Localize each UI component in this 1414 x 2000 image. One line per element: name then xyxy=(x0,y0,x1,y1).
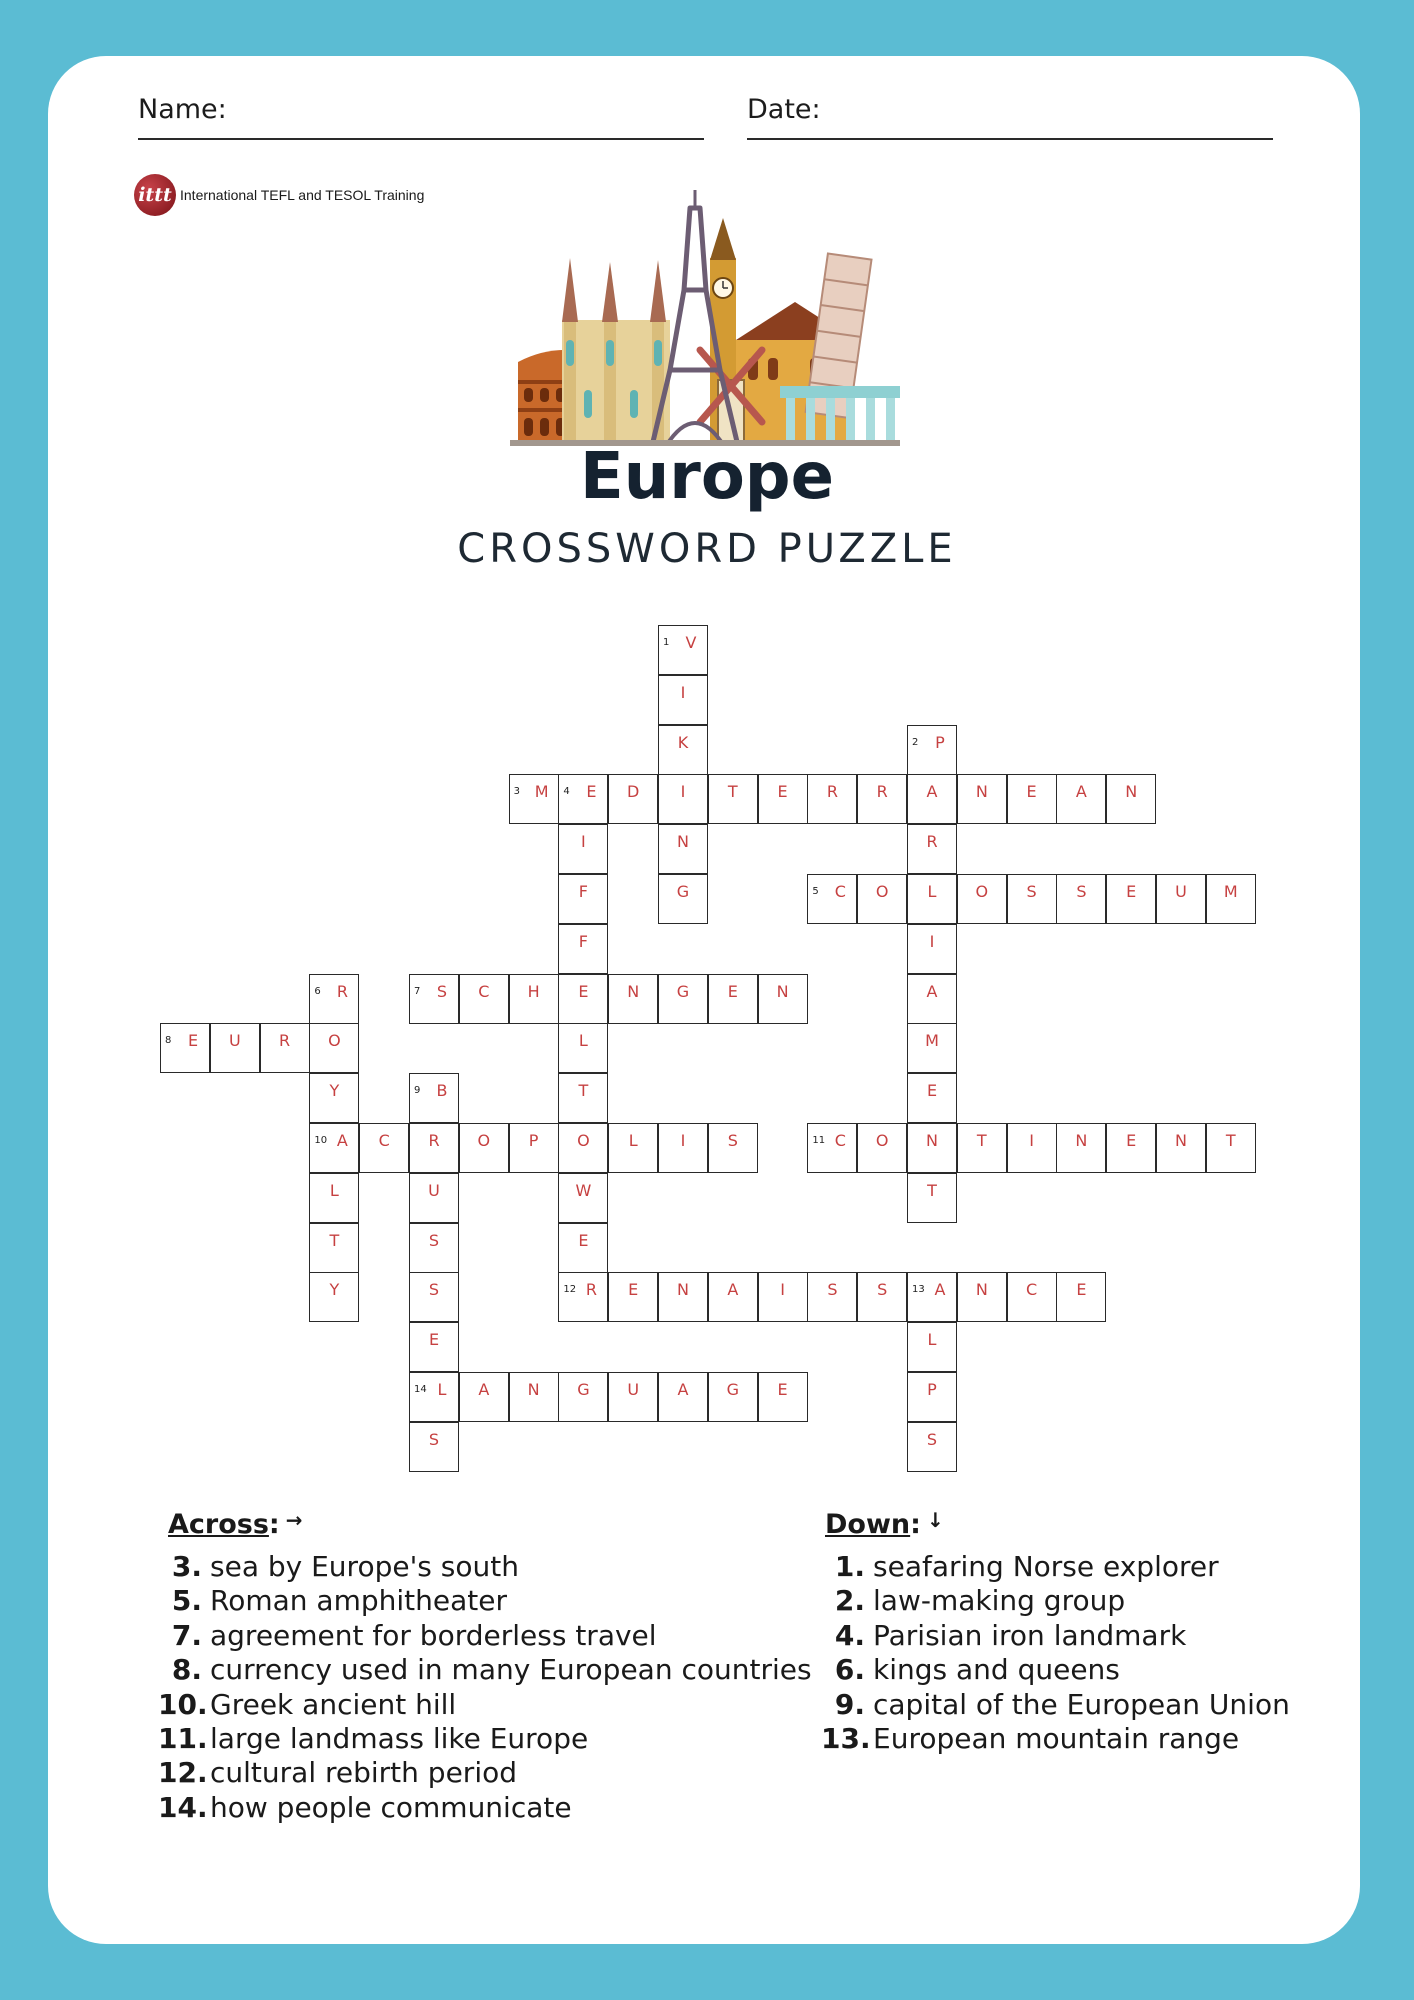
crossword-cell[interactable] xyxy=(608,974,658,1024)
cell-letter: R xyxy=(279,1031,291,1051)
crossword-cell[interactable] xyxy=(558,774,608,824)
crossword-cell[interactable] xyxy=(558,874,608,924)
crossword-cell[interactable] xyxy=(807,1272,857,1322)
cell-letter: S xyxy=(428,1429,440,1449)
crossword-cell[interactable] xyxy=(708,974,758,1024)
clue-number: 5. xyxy=(171,1584,202,1618)
clue-text: seafaring Norse explorer xyxy=(873,1550,1219,1583)
cell-letter: T xyxy=(329,1230,340,1250)
cell-letter: N xyxy=(975,782,988,802)
crossword-cell[interactable] xyxy=(409,1272,459,1322)
across-heading xyxy=(168,1508,812,1540)
crossword-cell[interactable] xyxy=(1056,874,1106,924)
crossword-cell[interactable] xyxy=(409,1173,459,1223)
crossword-cell[interactable] xyxy=(907,1422,957,1472)
ittt-logo xyxy=(134,174,424,216)
crossword-cell[interactable] xyxy=(807,1123,857,1173)
cell-letter: L xyxy=(329,1180,339,1200)
clue-number: 1. xyxy=(834,1550,865,1583)
crossword-cell[interactable] xyxy=(907,1272,957,1322)
clue-number-label: 4 xyxy=(563,786,570,798)
cell-letter: T xyxy=(976,1131,987,1150)
down-label: Down xyxy=(825,1509,911,1540)
crossword-cell[interactable] xyxy=(658,774,708,824)
cell-letter: T xyxy=(1225,1131,1236,1150)
cell-letter: O xyxy=(875,882,889,901)
crossword-cell[interactable] xyxy=(309,1023,359,1073)
cell-letter: U xyxy=(428,1180,440,1200)
crossword-cell[interactable] xyxy=(509,974,559,1024)
across-label: Across xyxy=(168,1509,269,1540)
cell-letter: L xyxy=(927,882,937,901)
crossword-cell[interactable] xyxy=(309,1073,359,1123)
across-clue-8 xyxy=(158,1653,812,1687)
crossword-cell[interactable] xyxy=(558,1023,608,1073)
crossword-cell[interactable] xyxy=(907,874,957,924)
clue-text: Greek ancient hill xyxy=(210,1687,457,1721)
crossword-cell[interactable] xyxy=(558,974,608,1024)
cell-letter: S xyxy=(827,1280,838,1300)
cell-letter: S xyxy=(727,1131,738,1150)
crossword-cell[interactable] xyxy=(907,974,957,1024)
cell-letter: E xyxy=(578,981,589,1001)
cell-letter: I xyxy=(680,1131,686,1150)
crossword-cell[interactable] xyxy=(558,824,608,874)
cell-letter: I xyxy=(1029,1131,1034,1150)
crossword-cell[interactable] xyxy=(309,1223,359,1273)
cell-letter: V xyxy=(685,633,697,652)
clue-text: law-making group xyxy=(873,1584,1126,1618)
cell-letter: R xyxy=(428,1131,440,1150)
cell-letter: N xyxy=(527,1380,540,1399)
cell-letter: S xyxy=(1026,882,1037,901)
crossword-cell[interactable] xyxy=(758,974,808,1024)
clue-text: cultural rebirth period xyxy=(210,1756,518,1790)
crossword-cell[interactable] xyxy=(409,1073,459,1123)
clue-text: kings and queens xyxy=(873,1653,1120,1687)
cell-letter: D xyxy=(627,782,640,802)
cell-letter: S xyxy=(436,981,448,1001)
crossword-cell[interactable] xyxy=(708,1372,758,1422)
crossword-cell[interactable] xyxy=(658,675,708,725)
cell-letter: A xyxy=(926,981,938,1001)
cell-letter: O xyxy=(328,1031,341,1051)
crossword-cell[interactable] xyxy=(1007,1272,1057,1322)
crossword-cell[interactable] xyxy=(459,1372,509,1422)
down-clue-2 xyxy=(821,1584,1290,1618)
cell-letter: C xyxy=(834,1131,846,1150)
crossword-cell[interactable] xyxy=(658,874,708,924)
clue-number-label: 8 xyxy=(165,1035,172,1047)
cell-letter: R xyxy=(585,1280,597,1300)
cell-letter: A xyxy=(926,782,938,802)
cell-letter: E xyxy=(628,1280,639,1300)
clue-number-label: 11 xyxy=(812,1135,826,1146)
crossword-cell[interactable] xyxy=(459,974,509,1024)
cell-letter: H xyxy=(527,981,540,1001)
cell-letter: N xyxy=(627,981,640,1001)
down-clue-9 xyxy=(821,1688,1290,1722)
crossword-cell[interactable] xyxy=(857,874,907,924)
across-clue-3 xyxy=(158,1550,812,1584)
cell-letter: A xyxy=(478,1380,490,1399)
clue-text: sea by Europe's south xyxy=(210,1550,519,1583)
cell-letter: T xyxy=(578,1081,589,1101)
cell-letter: G xyxy=(676,882,690,901)
crossword-cell[interactable] xyxy=(957,1272,1007,1322)
across-clue-7 xyxy=(158,1619,812,1653)
crossword-cell[interactable] xyxy=(558,1372,608,1422)
crossword-cell[interactable] xyxy=(907,1023,957,1073)
cell-letter: G xyxy=(676,981,690,1001)
cell-letter: T xyxy=(727,782,738,802)
crossword-cell[interactable] xyxy=(1156,1123,1206,1173)
page-subtitle: CROSSWORD PUZZLE xyxy=(457,526,957,572)
cell-letter: E xyxy=(578,1230,589,1250)
crossword-cell[interactable] xyxy=(957,1123,1007,1173)
cell-letter: E xyxy=(777,782,788,802)
name-label: Name: xyxy=(138,94,227,125)
crossword-cell[interactable] xyxy=(359,1123,409,1173)
across-clues xyxy=(158,1508,812,1825)
crossword-cell[interactable] xyxy=(807,874,857,924)
crossword-cell[interactable] xyxy=(658,725,708,775)
clue-number-label: 14 xyxy=(414,1384,427,1395)
clue-number-label: 3 xyxy=(513,786,520,798)
crossword-cell[interactable] xyxy=(608,1272,658,1322)
cell-letter: S xyxy=(428,1230,440,1250)
cell-letter: N xyxy=(926,1131,938,1150)
clue-number: 9. xyxy=(834,1687,865,1721)
cell-letter: L xyxy=(628,1131,638,1150)
crossword-cell[interactable] xyxy=(558,1272,608,1322)
crossword-cell[interactable] xyxy=(1106,1123,1156,1173)
clue-number: 4. xyxy=(834,1618,865,1652)
cell-letter: F xyxy=(578,882,588,901)
down-colon: : xyxy=(910,1509,921,1540)
cell-letter: I xyxy=(680,682,686,702)
cell-letter: W xyxy=(575,1180,592,1200)
down-clue-13 xyxy=(821,1722,1290,1756)
crossword-cell[interactable] xyxy=(309,1123,359,1173)
crossword-cell[interactable] xyxy=(907,824,957,874)
cell-letter: S xyxy=(926,1429,938,1449)
cell-letter: U xyxy=(1175,882,1187,901)
clue-number: 7. xyxy=(171,1618,202,1652)
crossword-cell[interactable] xyxy=(1106,774,1156,824)
crossword-cell[interactable] xyxy=(758,1272,808,1322)
cell-letter: E xyxy=(1126,882,1137,901)
down-clue-list xyxy=(821,1550,1290,1756)
cell-letter: B xyxy=(436,1081,448,1101)
cell-letter: C xyxy=(1026,1280,1038,1300)
crossword-cell[interactable] xyxy=(758,774,808,824)
cell-letter: N xyxy=(1175,1131,1187,1150)
across-clue-10 xyxy=(158,1688,812,1722)
clue-number-label: 12 xyxy=(563,1284,577,1296)
cell-letter: T xyxy=(927,1180,937,1200)
crossword-cell[interactable] xyxy=(857,774,907,824)
cell-letter: U xyxy=(627,1380,640,1399)
across-clue-14 xyxy=(158,1791,812,1825)
clue-number: 2. xyxy=(834,1584,865,1618)
cell-letter: A xyxy=(727,1280,739,1300)
crossword-cell[interactable] xyxy=(957,774,1007,824)
clue-number: 14. xyxy=(158,1790,208,1824)
crossword-cell[interactable] xyxy=(1056,1272,1106,1322)
crossword-cell[interactable] xyxy=(409,1322,459,1372)
crossword-cell[interactable] xyxy=(907,1073,957,1123)
crossword-cell[interactable] xyxy=(708,774,758,824)
clue-number-label: 1 xyxy=(663,637,670,648)
cell-letter: N xyxy=(1075,1131,1088,1150)
cell-letter: E xyxy=(187,1031,199,1051)
crossword-cell[interactable] xyxy=(708,1123,758,1173)
clue-number-label: 5 xyxy=(812,886,819,897)
crossword-cell[interactable] xyxy=(658,974,708,1024)
crossword-cell[interactable] xyxy=(1056,1123,1106,1173)
cell-letter: S xyxy=(1076,882,1087,901)
cell-letter: C xyxy=(378,1131,390,1150)
cell-letter: O xyxy=(577,1131,590,1150)
cell-letter: C xyxy=(834,882,846,901)
crossword-cell[interactable] xyxy=(907,924,957,974)
name-field[interactable] xyxy=(138,138,704,140)
arrow-right-icon: → xyxy=(285,1508,303,1532)
across-clue-12 xyxy=(158,1756,812,1790)
cell-letter: A xyxy=(934,1280,946,1300)
crossword-cell[interactable] xyxy=(210,1023,260,1073)
crossword-cell[interactable] xyxy=(260,1023,310,1073)
clue-number-label: 10 xyxy=(314,1135,328,1146)
clue-number: 13. xyxy=(821,1722,871,1756)
clue-number-label: 13 xyxy=(912,1284,925,1296)
across-colon: : xyxy=(268,1509,280,1540)
crossword-cell[interactable] xyxy=(309,974,359,1024)
cell-letter: O xyxy=(875,1131,889,1150)
clue-number: 12. xyxy=(158,1756,208,1790)
crossword-cell[interactable] xyxy=(509,1123,559,1173)
clue-number-label: 6 xyxy=(314,985,321,997)
crossword-cell[interactable] xyxy=(807,774,857,824)
down-clue-6 xyxy=(821,1653,1290,1687)
crossword-cell[interactable] xyxy=(509,1372,559,1422)
ittt-logo-text: International TEFL and TESOL Training xyxy=(180,187,425,203)
clue-text: large landmass like Europe xyxy=(210,1722,589,1756)
cell-letter: I xyxy=(680,782,686,802)
crossword-cell[interactable] xyxy=(608,774,658,824)
crossword-cell[interactable] xyxy=(907,774,957,824)
cell-letter: P xyxy=(927,1380,937,1399)
crossword-cell[interactable] xyxy=(1007,1123,1057,1173)
cell-letter: L xyxy=(927,1330,937,1350)
crossword-cell[interactable] xyxy=(758,1372,808,1422)
crossword-cell[interactable] xyxy=(658,1372,708,1422)
crossword-cell[interactable] xyxy=(558,1073,608,1123)
crossword-cell[interactable] xyxy=(1156,874,1206,924)
crossword-cell[interactable] xyxy=(907,1123,957,1173)
clue-text: currency used in many European countries xyxy=(210,1653,812,1687)
crossword-cell[interactable] xyxy=(907,725,957,775)
cell-letter: I xyxy=(780,1280,785,1300)
crossword-cell[interactable] xyxy=(907,1372,957,1422)
cell-letter: N xyxy=(776,981,789,1001)
cell-letter: A xyxy=(677,1380,689,1399)
crossword-cell[interactable] xyxy=(608,1372,658,1422)
date-field[interactable] xyxy=(747,138,1273,140)
crossword-cell[interactable] xyxy=(658,1272,708,1322)
clue-number: 11. xyxy=(158,1722,208,1756)
crossword-cell[interactable] xyxy=(409,1422,459,1472)
cell-letter: O xyxy=(477,1131,491,1150)
crossword-cell[interactable] xyxy=(658,625,708,675)
cell-letter: P xyxy=(528,1131,539,1150)
crossword-cell[interactable] xyxy=(409,1372,459,1422)
cell-letter: M xyxy=(1223,882,1238,901)
clue-number: 8. xyxy=(171,1653,202,1687)
cell-letter: F xyxy=(578,931,588,951)
cell-letter: G xyxy=(726,1380,739,1399)
crossword-cell[interactable] xyxy=(658,824,708,874)
date-label: Date: xyxy=(747,94,821,125)
crossword-cell[interactable] xyxy=(907,1173,957,1223)
cell-letter: E xyxy=(777,1380,788,1399)
cell-letter: Y xyxy=(329,1280,340,1300)
cell-letter: N xyxy=(1125,782,1138,802)
crossword-cell[interactable] xyxy=(608,1123,658,1173)
cell-letter: L xyxy=(437,1380,447,1399)
cell-letter: M xyxy=(534,782,549,802)
down-clue-1 xyxy=(821,1550,1290,1584)
cell-letter: E xyxy=(1026,782,1037,802)
crossword-cell[interactable] xyxy=(558,924,608,974)
crossword-cell[interactable] xyxy=(509,774,559,824)
crossword-cell[interactable] xyxy=(558,1173,608,1223)
crossword-cell[interactable] xyxy=(1206,1123,1256,1173)
crossword-cell[interactable] xyxy=(459,1123,509,1173)
cell-letter: C xyxy=(478,981,490,1001)
cell-letter: E xyxy=(428,1330,440,1350)
cell-letter: N xyxy=(677,832,689,852)
cell-letter: N xyxy=(677,1280,689,1300)
cell-letter: P xyxy=(935,732,945,752)
crossword-cell[interactable] xyxy=(957,874,1007,924)
clue-number: 6. xyxy=(834,1653,865,1687)
crossword-cell[interactable] xyxy=(409,1223,459,1273)
cell-letter: N xyxy=(975,1280,988,1300)
landmarks-skyline-icon xyxy=(510,190,900,446)
arrow-down-icon: ↓ xyxy=(926,1508,944,1532)
page-title: Europe xyxy=(579,440,835,514)
cell-letter: E xyxy=(1126,1131,1137,1150)
clue-number-label: 7 xyxy=(414,985,421,997)
cell-letter: O xyxy=(975,882,989,901)
clue-text: agreement for borderless travel xyxy=(210,1618,657,1652)
cell-letter: S xyxy=(877,1280,888,1300)
cathedral-icon xyxy=(562,258,670,446)
down-clue-4 xyxy=(821,1619,1290,1653)
crossword-cell[interactable] xyxy=(1106,874,1156,924)
crossword-cell[interactable] xyxy=(907,1322,957,1372)
crossword-cell[interactable] xyxy=(309,1272,359,1322)
cell-letter: E xyxy=(1076,1280,1087,1300)
clue-text: Roman amphitheater xyxy=(210,1584,507,1618)
cell-letter: R xyxy=(826,782,838,802)
clue-text: Parisian iron landmark xyxy=(873,1618,1187,1652)
crossword-cell[interactable] xyxy=(658,1123,708,1173)
crossword-cell[interactable] xyxy=(160,1023,210,1073)
down-heading xyxy=(825,1508,1290,1540)
crossword-cell[interactable] xyxy=(1007,774,1057,824)
across-clue-5 xyxy=(158,1584,812,1618)
cell-letter: I xyxy=(929,931,935,951)
clue-number: 10. xyxy=(158,1687,208,1721)
across-clue-list xyxy=(158,1550,812,1825)
cell-letter: S xyxy=(428,1280,440,1300)
cell-letter: R xyxy=(876,782,888,802)
crossword-cell[interactable] xyxy=(1056,774,1106,824)
crossword-cell[interactable] xyxy=(857,1123,907,1173)
cell-letter: K xyxy=(677,732,689,752)
cell-letter: U xyxy=(228,1031,241,1051)
clue-text: European mountain range xyxy=(873,1722,1240,1756)
cell-letter: A xyxy=(1075,782,1087,802)
crossword-cell[interactable] xyxy=(558,1123,608,1173)
across-clue-11 xyxy=(158,1722,812,1756)
crossword-cell[interactable] xyxy=(708,1272,758,1322)
clue-number: 3. xyxy=(171,1550,202,1583)
clue-text: capital of the European Union xyxy=(873,1687,1290,1721)
clue-text: how people communicate xyxy=(210,1790,572,1824)
cell-letter: G xyxy=(577,1380,590,1399)
cell-letter: E xyxy=(926,1081,938,1101)
cell-letter: L xyxy=(578,1031,588,1051)
crossword-cell[interactable] xyxy=(1007,874,1057,924)
ittt-logo-mark: ittt xyxy=(134,174,176,216)
cell-letter: E xyxy=(586,782,597,802)
cell-letter: E xyxy=(727,981,738,1001)
crossword-cell[interactable] xyxy=(558,1223,608,1273)
crossword-cell[interactable] xyxy=(409,974,459,1024)
crossword-cell[interactable] xyxy=(309,1173,359,1223)
cell-letter: M xyxy=(925,1031,939,1051)
cell-letter: Y xyxy=(329,1081,340,1101)
crossword-cell[interactable] xyxy=(1206,874,1256,924)
cell-letter: R xyxy=(926,832,938,852)
cell-letter: I xyxy=(581,832,586,852)
cell-letter: R xyxy=(336,981,348,1001)
clue-number-label: 2 xyxy=(912,736,919,748)
down-clues xyxy=(821,1508,1290,1756)
crossword-cell[interactable] xyxy=(409,1123,459,1173)
crossword-cell[interactable] xyxy=(857,1272,907,1322)
cell-letter: A xyxy=(336,1131,348,1150)
clue-number-label: 9 xyxy=(414,1085,421,1097)
